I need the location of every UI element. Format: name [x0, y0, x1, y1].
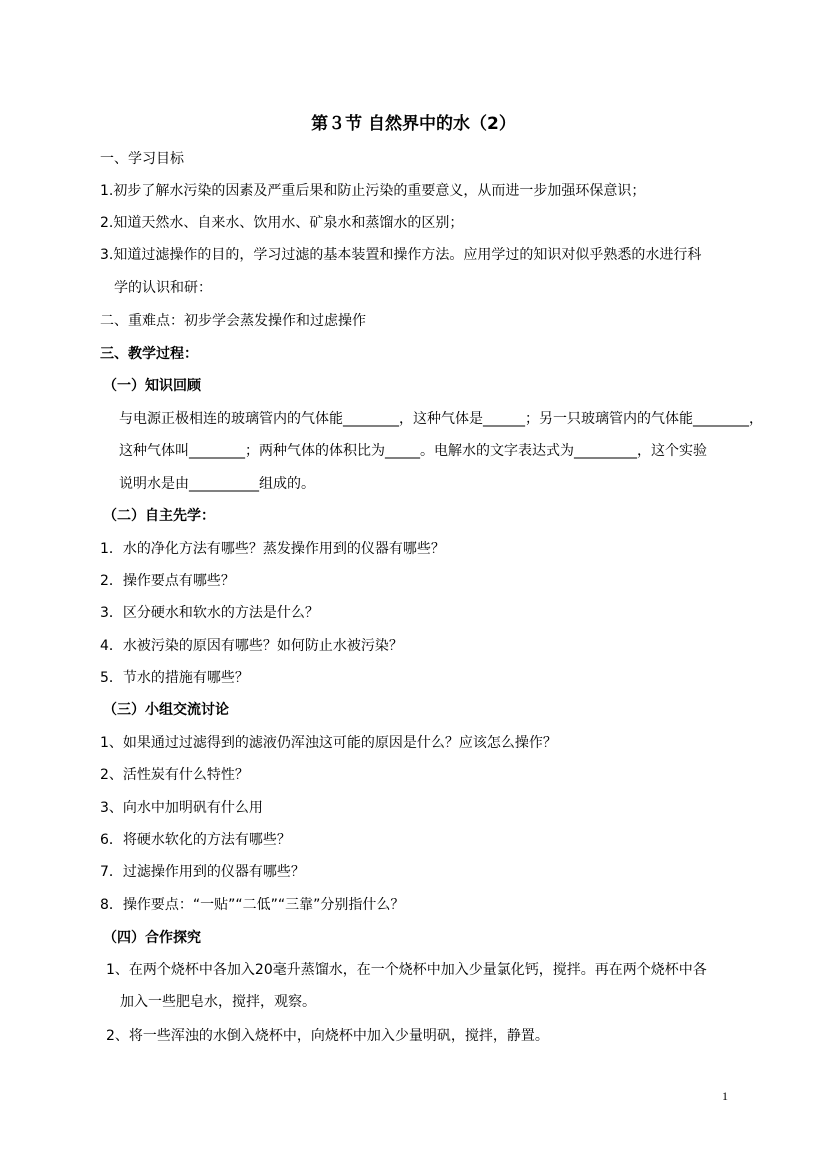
self-study-question-5: 5．节水的措施有哪些？ [100, 670, 249, 686]
review-paragraph-line-3: 说明水是由__________组成的。 [119, 476, 315, 492]
objective-item-3: 3.知道过滤操作的目的，学习过滤的基本装置和操作方法。应用学过的知识对似乎熟悉的水进行科 [100, 247, 702, 263]
objective-item-3-continued: 学的认识和研： [114, 280, 212, 296]
discussion-question-8: 8．操作要点：“一贴”“二低”“三靠”分别指什么？ [100, 897, 405, 913]
subsection-heading-review: （一）知识回顾 [103, 378, 201, 394]
discussion-question-1: 1、如果通过过滤得到的滤液仍浑浊这可能的原因是什么？应该怎么操作？ [100, 735, 557, 751]
discussion-question-3: 3、向水中加明矾有什么用 [100, 800, 263, 816]
discussion-question-7: 7．过滤操作用到的仪器有哪些？ [100, 864, 305, 880]
objective-item-1: 1.初步了解水污染的因素及严重后果和防止污染的重要意义，从而进一步加强环保意识； [100, 183, 646, 199]
review-paragraph-line-1: 与电源正极相连的玻璃管内的气体能________，这种气体是______；另一只玻璃管内的气体能________， [119, 411, 763, 427]
section-heading-teaching-process: 三、教学过程： [100, 346, 198, 362]
page-title: 第３节 自然界中的水（2） [311, 114, 516, 134]
page-number: 1 [722, 1089, 728, 1103]
self-study-question-3: 3．区分硬水和软水的方法是什么？ [100, 605, 319, 621]
inquiry-item-1: 1、在两个烧杯中各加入20毫升蒸馏水，在一个烧杯中加入少量氯化钙，搅拌。再在两个烧杯中各 [106, 962, 707, 978]
inquiry-item-1-continued: 加入一些肥皂水，搅拌，观察。 [120, 994, 316, 1010]
discussion-question-6: 6．将硬水软化的方法有哪些？ [100, 832, 291, 848]
self-study-question-1: 1．水的净化方法有哪些？蒸发操作用到的仪器有哪些？ [100, 541, 445, 557]
section-heading-objectives: 一、学习目标 [100, 151, 184, 167]
self-study-question-4: 4．水被污染的原因有哪些？如何防止水被污染？ [100, 638, 403, 654]
subsection-heading-group-discussion: （三）小组交流讨论 [103, 702, 229, 718]
inquiry-item-2: 2、将一些浑浊的水倒入烧杯中，向烧杯中加入少量明矾，搅拌，静置。 [106, 1028, 549, 1044]
discussion-question-2: 2、活性炭有什么特性？ [100, 767, 249, 783]
objective-item-2: 2.知道天然水、自来水、饮用水、矿泉水和蒸馏水的区别； [100, 215, 464, 231]
subsection-heading-self-study: （二）自主先学： [103, 508, 215, 524]
subsection-heading-cooperative-inquiry: （四）合作探究 [103, 930, 201, 946]
review-paragraph-line-2: 这种气体叫________；两种气体的体积比为_____。电解水的文字表达式为_________，这个实验 [119, 443, 707, 459]
section-heading-key-points: 二、重难点：初步学会蒸发操作和过虑操作 [100, 313, 366, 329]
self-study-question-2: 2．操作要点有哪些？ [100, 573, 235, 589]
